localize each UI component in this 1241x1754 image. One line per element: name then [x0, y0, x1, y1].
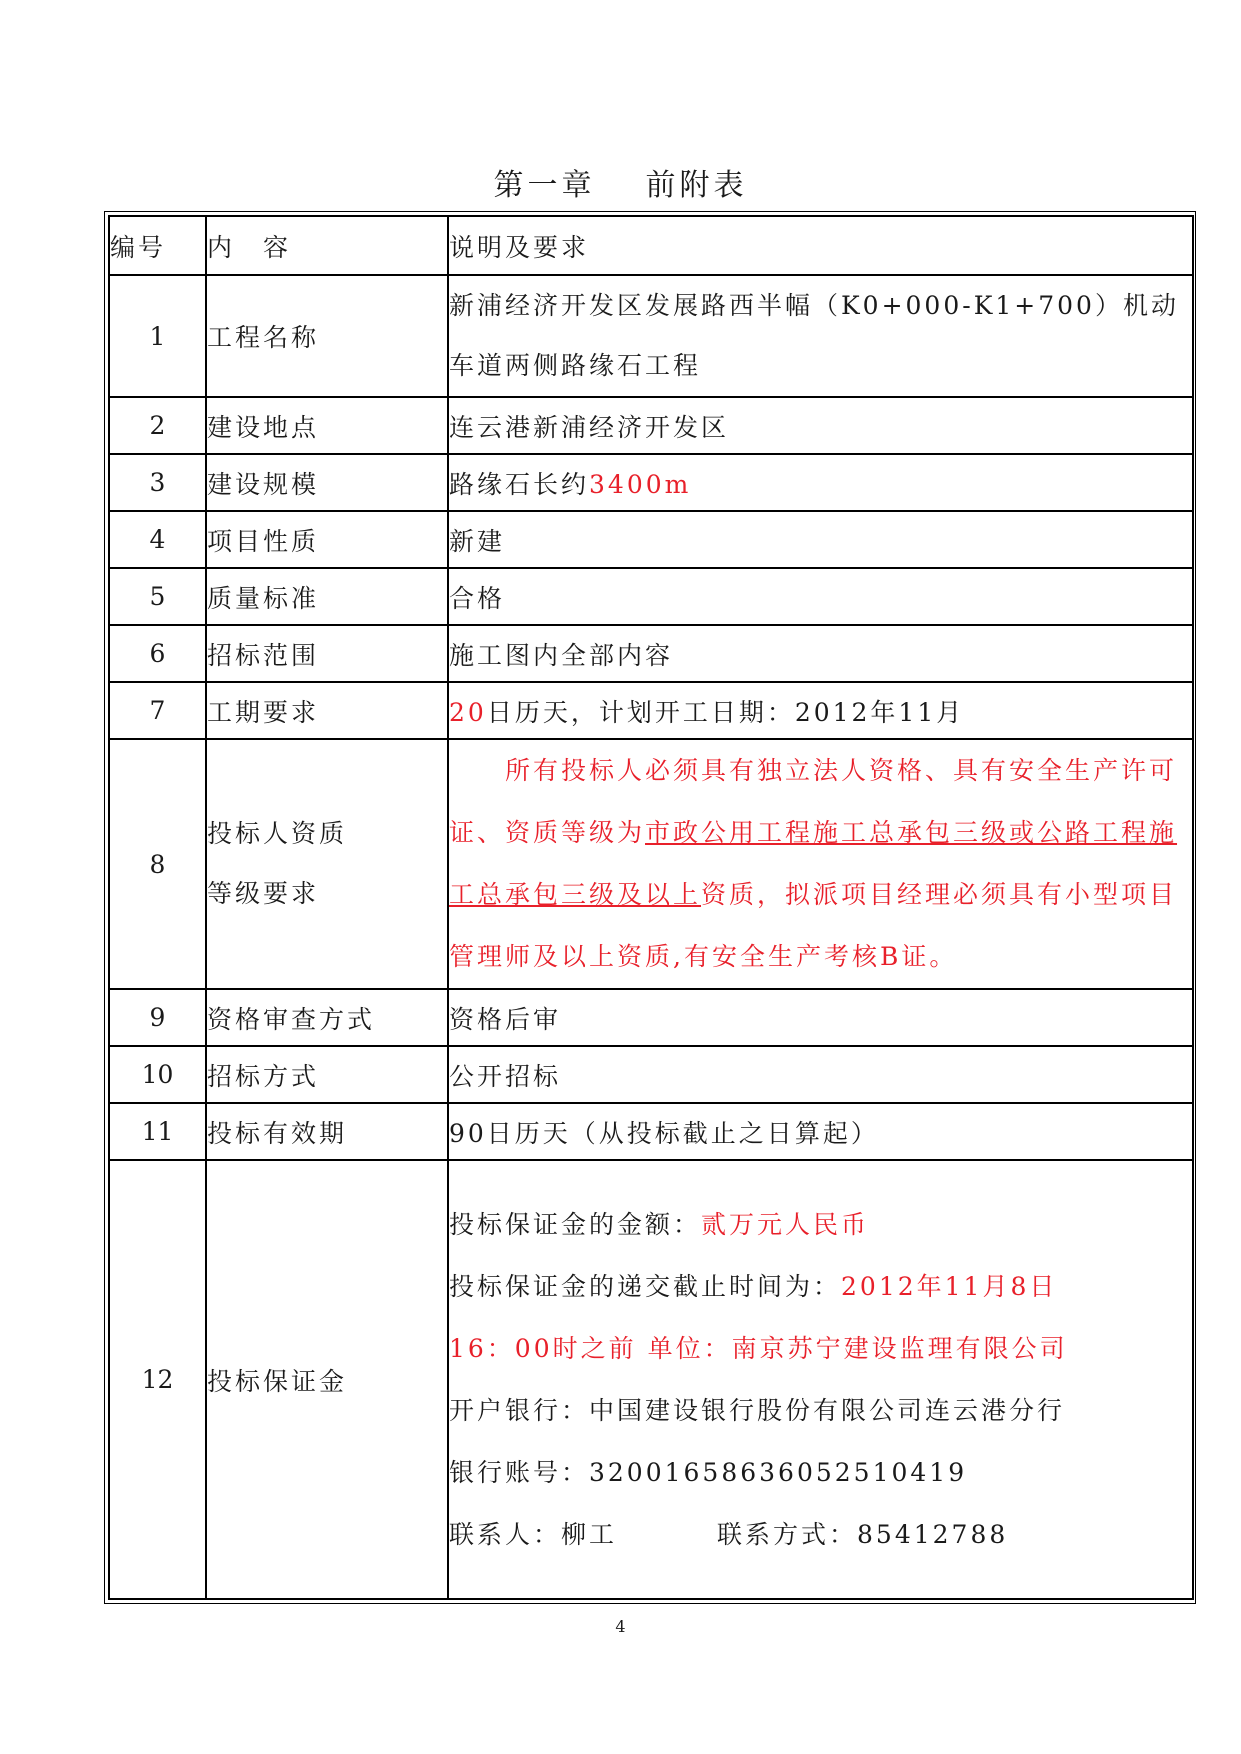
row-desc: 资格后审 — [448, 989, 1193, 1046]
row-item: 建设规模 — [206, 454, 448, 511]
table-row — [109, 1160, 1193, 1599]
header-num: 编号 — [109, 216, 206, 275]
contact-phone: 联系方式：85412788 — [717, 1519, 1009, 1549]
chapter-name: 前附表 — [645, 168, 748, 203]
requirement-underlined: 市政公用工程施工总承包三级或公路工程施工总承包三级及以上 — [449, 818, 1178, 909]
row-num: 9 — [109, 989, 206, 1046]
deposit-deadline-value: 2012年11月8日 — [841, 1271, 1058, 1301]
duration-value: 20 — [449, 697, 487, 727]
header-item: 内 容 — [206, 216, 448, 275]
row-item: 工程名称 — [206, 275, 448, 397]
deposit-deadline-time: 16：00时之前 单位：南京苏宁建设监理有限公司 — [449, 1333, 1068, 1363]
bank-account: 银行账号：32001658636052510419 — [449, 1457, 968, 1487]
table-row — [109, 682, 1193, 739]
row-num: 6 — [109, 625, 206, 682]
row-num: 7 — [109, 682, 206, 739]
row-num: 10 — [109, 1046, 206, 1103]
table-header-row — [109, 216, 1193, 275]
row-item: 投标有效期 — [206, 1103, 448, 1160]
requirement-text: 所有投标人必须具有独立法人资格、具有安全生产许可证、资质等级为 — [449, 756, 1178, 847]
row-num: 5 — [109, 568, 206, 625]
scale-value: 3400m — [589, 469, 692, 499]
row-item: 建设地点 — [206, 397, 448, 454]
row-item: 投标保证金 — [206, 1160, 448, 1599]
chapter-label: 第一章 — [493, 168, 596, 203]
row-num: 3 — [109, 454, 206, 511]
row-desc: 新建 — [448, 511, 1193, 568]
row-item: 资格审查方式 — [206, 989, 448, 1046]
row-desc: 新浦经济开发区发展路西半幅（K0+000-K1+700）机动车道两侧路缘石工程 — [448, 275, 1193, 397]
row-num: 8 — [109, 739, 206, 989]
row-item-line: 等级要求 — [207, 879, 320, 908]
row-num: 2 — [109, 397, 206, 454]
row-desc: 90日历天（从投标截止之日算起） — [448, 1103, 1193, 1160]
table-row — [109, 454, 1193, 511]
table-row — [109, 739, 1193, 989]
row-item: 项目性质 — [206, 511, 448, 568]
deposit-deadline-line — [449, 1256, 1192, 1318]
row-item: 招标范围 — [206, 625, 448, 682]
table-row — [109, 1046, 1193, 1103]
row-desc: 连云港新浦经济开发区 — [448, 397, 1193, 454]
page-number: 4 — [615, 1617, 626, 1636]
requirement-text: 资质，拟派项目经理必须具有小型项目管理师及以上资质,有安全生产考核B证。 — [449, 880, 1178, 971]
deposit-amount-label: 投标保证金的金额： — [449, 1209, 702, 1239]
row-desc: 施工图内全部内容 — [448, 625, 1193, 682]
row-item: 质量标准 — [206, 568, 448, 625]
table-row — [109, 568, 1193, 625]
deposit-details — [448, 1160, 1193, 1599]
desc-text: 日历天，计划开工日期：2012年11月 — [486, 697, 965, 727]
row-num: 1 — [109, 275, 206, 397]
row-item-line: 投标人资质 — [207, 819, 348, 848]
deposit-amount-value: 贰万元人民币 — [701, 1209, 870, 1239]
table-row — [109, 1103, 1193, 1160]
bank-name: 开户银行：中国建设银行股份有限公司连云港分行 — [449, 1395, 1066, 1425]
deposit-deadline-label: 投标保证金的递交截止时间为： — [449, 1271, 842, 1301]
desc-text: 路缘石长约 — [449, 469, 590, 499]
row-num: 4 — [109, 511, 206, 568]
row-desc — [448, 682, 1193, 739]
front-appendix-table — [108, 215, 1194, 1600]
row-desc — [448, 454, 1193, 511]
deposit-amount-line — [449, 1194, 1192, 1256]
row-num: 11 — [109, 1103, 206, 1160]
qualification-requirement — [448, 739, 1193, 989]
row-item: 工期要求 — [206, 682, 448, 739]
table-row — [109, 275, 1193, 397]
row-num: 12 — [109, 1160, 206, 1599]
row-desc: 合格 — [448, 568, 1193, 625]
contact-person: 联系人：柳工 — [449, 1519, 618, 1549]
table-row — [109, 397, 1193, 454]
table-row — [109, 511, 1193, 568]
chapter-title — [0, 160, 1241, 204]
table-row — [109, 625, 1193, 682]
row-item — [206, 739, 448, 989]
table-row — [109, 989, 1193, 1046]
header-desc: 说明及要求 — [448, 216, 1193, 275]
row-desc: 公开招标 — [448, 1046, 1193, 1103]
row-item: 招标方式 — [206, 1046, 448, 1103]
contact-line — [449, 1504, 1192, 1566]
